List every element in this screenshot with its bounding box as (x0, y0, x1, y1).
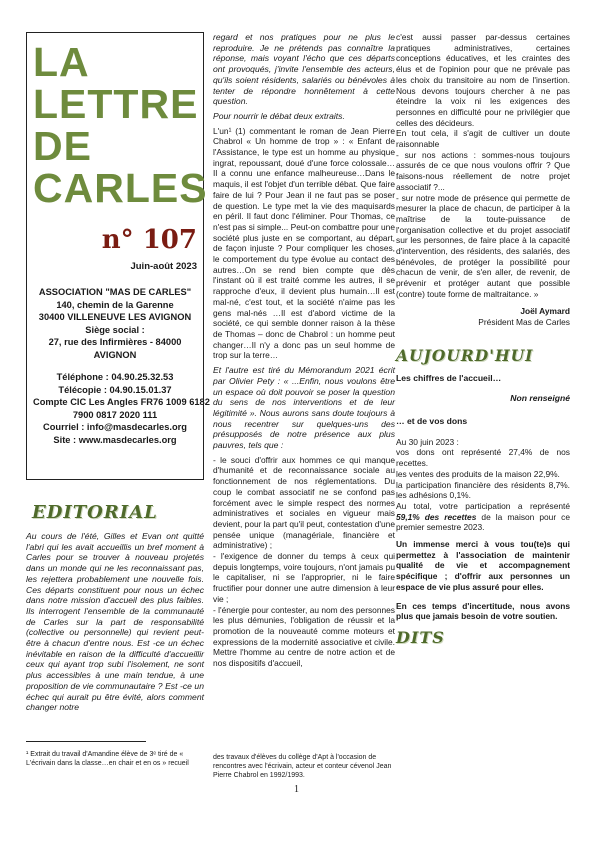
editorial-paragraph: c'est aussi passer par-dessus certaines pratiques administratives, certaines conceptions éducatives, et les craintes des élus et de l'opinion pour que ne prévale pas les choix du transitoire au nom de l'insertion. Nous devons toujours chercher à ne pas éteindre la voix ni les exigences des personnes en difficulté pour ne privilégier que celles des décideurs. (396, 32, 570, 128)
signature (396, 306, 570, 328)
left-column (26, 32, 210, 713)
extract-pety-intro: Et l'autre est tiré du Mémorandum 2021 écrit par Olivier Pety : « ...Enfin, nous voulons être un espace où doit pouvoir se poser la question du sens de nos interventions et de leur légitimité ». Nous aurons sans doute toujours à nous recentrer sur quelques-uns des présupposés de notre présence aux plus pauvres, tels que : (213, 365, 395, 451)
dons-total-highlight: 59,1% des recettes (396, 511, 477, 522)
contact-line: Télécopie : 04.90.15.01.37 (58, 384, 172, 395)
contact-line: 7900 0817 2020 111 (72, 409, 158, 420)
dons-date: Au 30 juin 2023 : (396, 436, 459, 447)
closing: En ces temps d'incertitude, nous avons plus que jamais besoin de votre soutien. (396, 600, 570, 622)
address-line: 140, chemin de la Garenne (56, 299, 174, 310)
address-line: 30400 VILLENEUVE LES AVIGNON (38, 312, 192, 322)
address-line: Siège social : (85, 324, 145, 335)
extract-chabrol: L'un¹ (1) commentant le roman de Jean Pierre Chabrol « Un homme de trop » : « Enfant de l'Assistance, le type est un homme au physique ingrat, repoussant, doué d'une force colossale…Il a connu une enfance malheureuse…Dans le maquis, il est l'objet d'un terrible débat. Que faire faire de lui ? Pour Jean il ne faut pas se poser de question. Le type met la vie des maquisards en péril. Il faut donc l'éliminer. Pour Thomas, ce n'est pas si simple... Peut-on combattre pour une société plus juste en se comportant, au départ, de façon injuste ? Pour compliquer les choses, le comportement du type évolue au contact des autres…On se rend bien compte que dès l'instant où il est traité comme les autres, il se rapproche d'eux, il devient plus humain…Il est mal-né, c'est tout, et la société n'aime pas les gens mal-nés …Il est d'abord victime de la société, ce qui semble donner raison à la thèse de Thomas – donc de Chabrol : un homme peut changer…Il n'y a donc pas un seul homme de trop sur la terre… (213, 125, 395, 361)
editorial-body: Au cours de l'été, Gilles et Evan ont quitté l'abri qui les avait accueillis un bref moment à Carles pour se trouver à nouveau projetés dans un monde qui ne les reconnaissant pas, les rejettera probablement une nouvelle fois. Ces départs constituent pour nous un échec dans notre mission d'accueil des plus faibles. Ils interrogent l'ensemble de la communauté de Carles sur la part de responsabilité (collective ou personnelle) qui revient peut-être à chacun d'entre nous. Est -ce un échec inévitable en raison de la difficulté d'accueillir ceux qui ayant trop subi l'isolement, ne sont plus accessibles à une main tendue, à une proposition de vie communautaire ? Est -ce un échec qui aurait pu être évité, alors comment changer notre (26, 531, 204, 713)
dons-total-c: de la maison pour ce premier semestre 2023. (396, 511, 570, 533)
extract-item: - le souci d'offrir aux hommes ce qui manque d'humanité et de reconnaissance sociale au fonctionnement de nos réglementations. Du coup le combat associatif ne se confond pas forcément avec le simple respect des normes administratives et sociales en vigueur mais devient, pour la part qu'il peut, contestation d'une pensée unique (managériale, financière et administrative) ; (213, 454, 395, 551)
title-line: LETTRE (33, 81, 199, 127)
aujourdhui-body (396, 373, 570, 622)
editorial-heading: EDITORIAL (32, 502, 158, 523)
title-line: DE (33, 123, 92, 169)
editorial-paragraph: En tout cela, il s'agit de cultiver un doute raisonnable (396, 128, 570, 150)
extracts (213, 126, 395, 669)
signature-name: Joël Aymard (520, 305, 570, 316)
right-column (396, 32, 570, 647)
dons-line: les ventes des produits de la maison 22,9%. (396, 468, 560, 479)
dits-heading: DITS (396, 627, 445, 647)
masthead-title (33, 39, 208, 211)
dons-total-a: Au total, votre participation a représenté (396, 500, 570, 511)
footnote-rule (26, 741, 146, 742)
signature-title: Président Mas de Carles (478, 316, 570, 327)
page-number: 1 (294, 784, 299, 795)
editorial-paragraph: Pour nourrir le débat deux extraits. (213, 110, 345, 121)
accueil-value: Non renseigné (510, 393, 570, 404)
editorial-item: - sur notre mode de présence qui permette de mesurer la place de chacun, de participer à la maîtrise de la toute-puissance de l'organisation collective et du projet associatif sur les personnes, de faire place à la capacité d'intervention, des résidents, des salariés, des bénévoles, de protéger la possibilité pour chacun de venir, de s'en aller, de revenir, de prévenir et protéger autant que possible (contre) toute forme de maltraitance. » (396, 192, 570, 299)
masthead-box (26, 32, 210, 480)
editorial-end (396, 32, 570, 300)
contact-line: Téléphone : 04.90.25.32.53 (56, 372, 174, 382)
issue-date: Juin-août 2023 (130, 261, 197, 272)
footnote-1: ¹ Extrait du travail d'Amandine élève de 3ᵉ tiré de « L'écrivain dans la classe…en chair et en os » recueil (26, 751, 189, 767)
contact-line: Courriel : info@masdecarles.org (43, 422, 187, 432)
subheading-dons: … et de vos dons (396, 415, 468, 426)
dons-line: vos dons ont représenté 27,4% de nos recettes. (396, 447, 570, 469)
contact-line: Compte CIC Les Angles FR76 1009 6182 (33, 397, 210, 407)
extract-item: - l'énergie pour contester, au nom des personnes les plus démunies, l'obligation de réussir et la promotion de la nouveauté comme moteurs et expressions de la modernité associative et civile. Mettre l'homme au centre de notre action et de nos dispositifs d'accueil, (213, 604, 395, 669)
address-line: AVIGNON (93, 349, 137, 360)
title-line: LA (33, 39, 90, 85)
subheading-accueil: Les chiffres de l'accueil… (396, 372, 502, 383)
dons-line: la participation financière des résidents 8,7%. les adhésions 0,1%. (396, 479, 570, 501)
editorial-item: - sur nos actions : sommes-nous toujours assurés de ce que nous voulons offrir ? Que faisons-nous réellement de notre projet associatif ?... (396, 149, 570, 192)
thanks: Un immense merci à vous tou(te)s qui permettez à l'association de maintenir qualité de vie et accompagnement spécifique ; d'offrir aux personnes un espace de vie plus assuré pour elles. (396, 539, 570, 592)
address-line: ASSOCIATION "MAS DE CARLES" (38, 287, 192, 297)
dons-total (396, 501, 570, 533)
contact-line: Site : www.masdecarles.org (53, 434, 177, 445)
title-line: CARLES (33, 165, 208, 211)
extract-item: - l'exigence de donner du temps à ceux qui depuis longtemps, voire toujours, n'ont jamais pu le capitaliser, ni se l'approprier, ni le faire fructifier pour donner une autre dimension à leur vie ; (213, 551, 395, 604)
aujourdhui-heading: AUJOURD'HUI (396, 345, 534, 365)
issue-number: n° 107 (101, 225, 197, 255)
address-line: 27, rue des Infirmières - 84000 (48, 337, 182, 347)
middle-column (213, 32, 395, 673)
editorial-paragraph: regard et nos pratiques pour ne plus le reproduire. Je ne prétends pas connaître la réponse, mais voyant l'écho que ces départs ont provoqués, j'invite l'ensemble des acteurs, qu'ils soient résidents, salariés ou bénévoles à tenter de répondre honnêtement à cette question. (213, 32, 395, 107)
address-block (33, 286, 210, 446)
editorial-continued (213, 32, 395, 122)
footnote-1-continued: des travaux d'élèves du collège d'Apt à l'occasion de rencontres avec l'écrivain, acteur et conteur cévenol Jean Pierre Chabrol en 1992/1993. (213, 754, 392, 779)
